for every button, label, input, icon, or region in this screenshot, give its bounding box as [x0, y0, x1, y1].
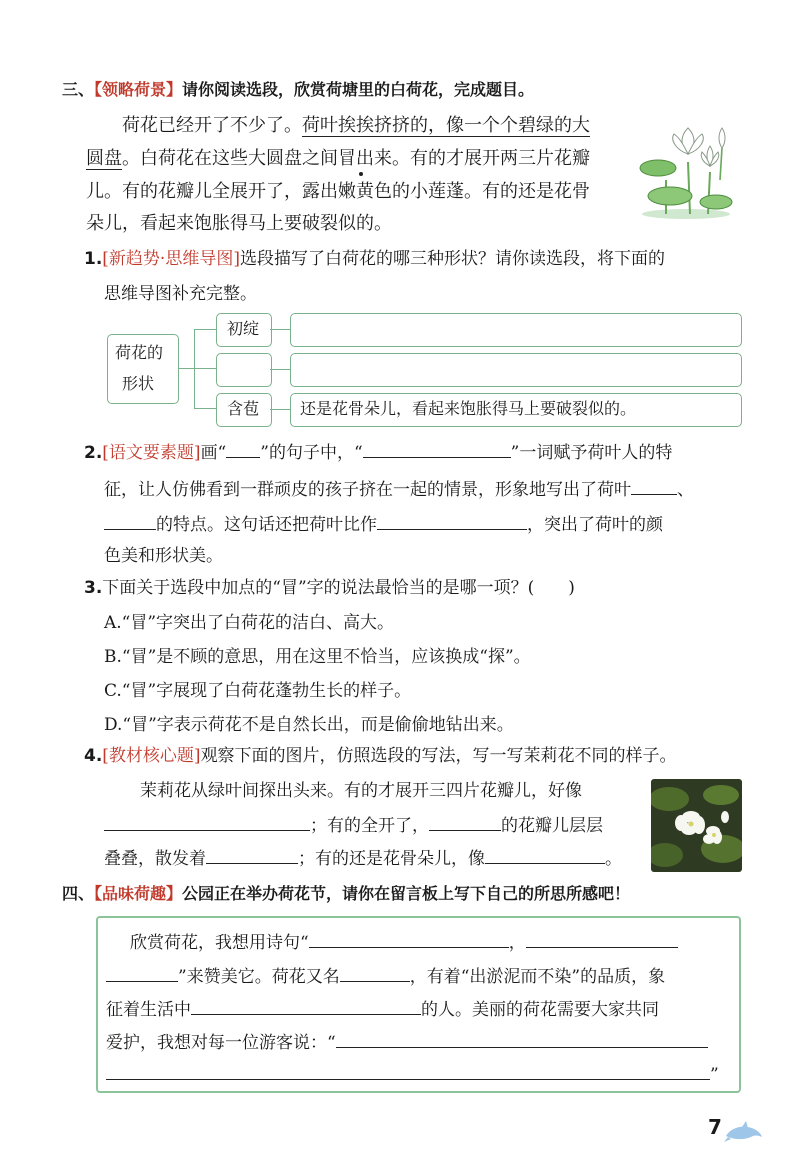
- section-tag: 【品味荷趣】: [94, 884, 183, 903]
- mindmap-answer-3-text: 还是花骨朵儿，看起来饱胀得马上要破裂似的。: [300, 399, 637, 418]
- answer-blank[interactable]: [226, 440, 260, 458]
- answer-blank[interactable]: [106, 964, 178, 982]
- q1-line-2: 思维导图补充完整。: [104, 284, 257, 304]
- q2-line-3: 的特点。这句话还把荷叶比作 ，突出了荷叶的颜: [104, 512, 663, 536]
- answer-blank[interactable]: [336, 1030, 708, 1048]
- emphasis-dot: [359, 172, 363, 176]
- mindmap-branch-1-label: 初绽: [227, 319, 260, 338]
- q4-line-1: 茉莉花从绿叶间探出头来。有的才展开三四片花瓣儿，好像: [140, 781, 582, 801]
- lotus-illustration: [636, 110, 736, 220]
- answer-blank[interactable]: [106, 1062, 710, 1080]
- passage-line-3: 儿。有的花瓣儿全展开了，露出嫩黄色的小莲蓬。有的还是花骨: [86, 181, 590, 202]
- board-line-2: ”来赞美它。荷花又名 ，有着“出淤泥而不染”的品质，象: [106, 964, 665, 988]
- q3-option-c[interactable]: C.“冒”字展现了白荷花蓬勃生长的样子。: [104, 681, 412, 701]
- q4-tag: [教材核心题]: [102, 746, 201, 766]
- page-number: 7: [708, 1115, 722, 1139]
- answer-blank[interactable]: [526, 930, 678, 948]
- q4-line-3: 叠叠，散发着 ；有的还是花骨朵儿，像 。: [104, 846, 622, 870]
- board-line-4: 爱护，我想对每一位游客说：“: [106, 1030, 708, 1054]
- q4-line-2: ；有的全开了， 的花瓣儿层层: [104, 813, 603, 837]
- q3-option-b[interactable]: B.“冒”是不顾的意思，用在这里不恰当，应该换成“探”。: [104, 647, 531, 667]
- mindmap-root-label-1: 荷花的: [115, 343, 164, 362]
- section-number: 三、: [62, 80, 95, 99]
- answer-blank[interactable]: [104, 512, 156, 530]
- answer-blank[interactable]: [363, 440, 511, 458]
- q2-tag: [语文要素题]: [102, 443, 201, 463]
- passage-line-1: 荷花已经开了不少了。荷叶挨挨挤挤的，像一个个碧绿的大: [122, 115, 590, 136]
- q1-line-1: 1.[新趋势·思维导图]选段描写了白荷花的哪三种形状？请你读选段，将下面的: [84, 249, 665, 269]
- mindmap-answer-1[interactable]: [290, 313, 742, 347]
- q3-option-d[interactable]: D.“冒”字表示荷花不是自然长出，而是偷偷地钻出来。: [104, 715, 514, 735]
- underlined-sentence-end: 圆盘: [86, 148, 122, 169]
- board-line-5: ”: [106, 1062, 719, 1086]
- section-instruction: 请你阅读选段，欣赏荷塘里的白荷花，完成题目。: [182, 80, 535, 99]
- mindmap-branch-2: [216, 353, 272, 387]
- q2-line-1: 2.[语文要素题]画“ ”的句子中，“ ”一词赋予荷叶人的特: [84, 440, 672, 464]
- answer-blank[interactable]: [309, 930, 509, 948]
- underlined-sentence: 荷叶挨挨挤挤的，像一个个碧绿的大: [302, 115, 590, 136]
- board-line-1: 欣赏荷花，我想用诗句“ ，: [130, 930, 678, 954]
- q4-question: 4.[教材核心题]观察下面的图片，仿照选段的写法，写一写茉莉花不同的样子。: [84, 746, 677, 766]
- mindmap-branch-3-label: 含苞: [227, 399, 260, 418]
- answer-blank[interactable]: [631, 477, 677, 495]
- answer-blank[interactable]: [104, 813, 310, 831]
- board-line-3: 征着生活中 的人。美丽的荷花需要大家共同: [106, 997, 659, 1021]
- mindmap-answer-2[interactable]: [290, 353, 742, 387]
- answer-blank[interactable]: [340, 964, 410, 982]
- q2-line-2: 征，让人仿佛看到一群顽皮的孩子挤在一起的情景，形象地写出了荷叶 、: [104, 477, 694, 501]
- answer-blank[interactable]: [377, 512, 527, 530]
- dolphin-icon: [724, 1120, 764, 1144]
- q3-question: 3.下面关于选段中加点的“冒”字的说法最恰当的是哪一项？( ): [84, 578, 575, 598]
- q1-tag: [新趋势·思维导图]: [102, 249, 240, 269]
- answer-blank[interactable]: [485, 846, 605, 864]
- answer-blank[interactable]: [191, 997, 421, 1015]
- section-3-heading: [62, 79, 534, 101]
- mindmap-root-label-2: 形状: [122, 374, 155, 393]
- passage-line-2: 圆盘。白荷花在这些大圆盘之间冒出来。有的才展开两三片花瓣: [86, 148, 590, 169]
- passage-line-4: 朵儿，看起来饱胀得马上要破裂似的。: [86, 213, 392, 234]
- q2-line-4: 色美和形状美。: [104, 546, 223, 566]
- answer-blank[interactable]: [429, 813, 501, 831]
- jasmine-photo: [651, 779, 742, 872]
- q3-option-a[interactable]: A.“冒”字突出了白荷花的洁白、高大。: [104, 613, 395, 633]
- section-tag: 【领略荷景】: [94, 80, 183, 99]
- answer-blank[interactable]: [206, 846, 298, 864]
- section-4-heading: 四、【品味荷趣】公园正在举办荷花节，请你在留言板上写下自己的所思所感吧！: [62, 884, 631, 903]
